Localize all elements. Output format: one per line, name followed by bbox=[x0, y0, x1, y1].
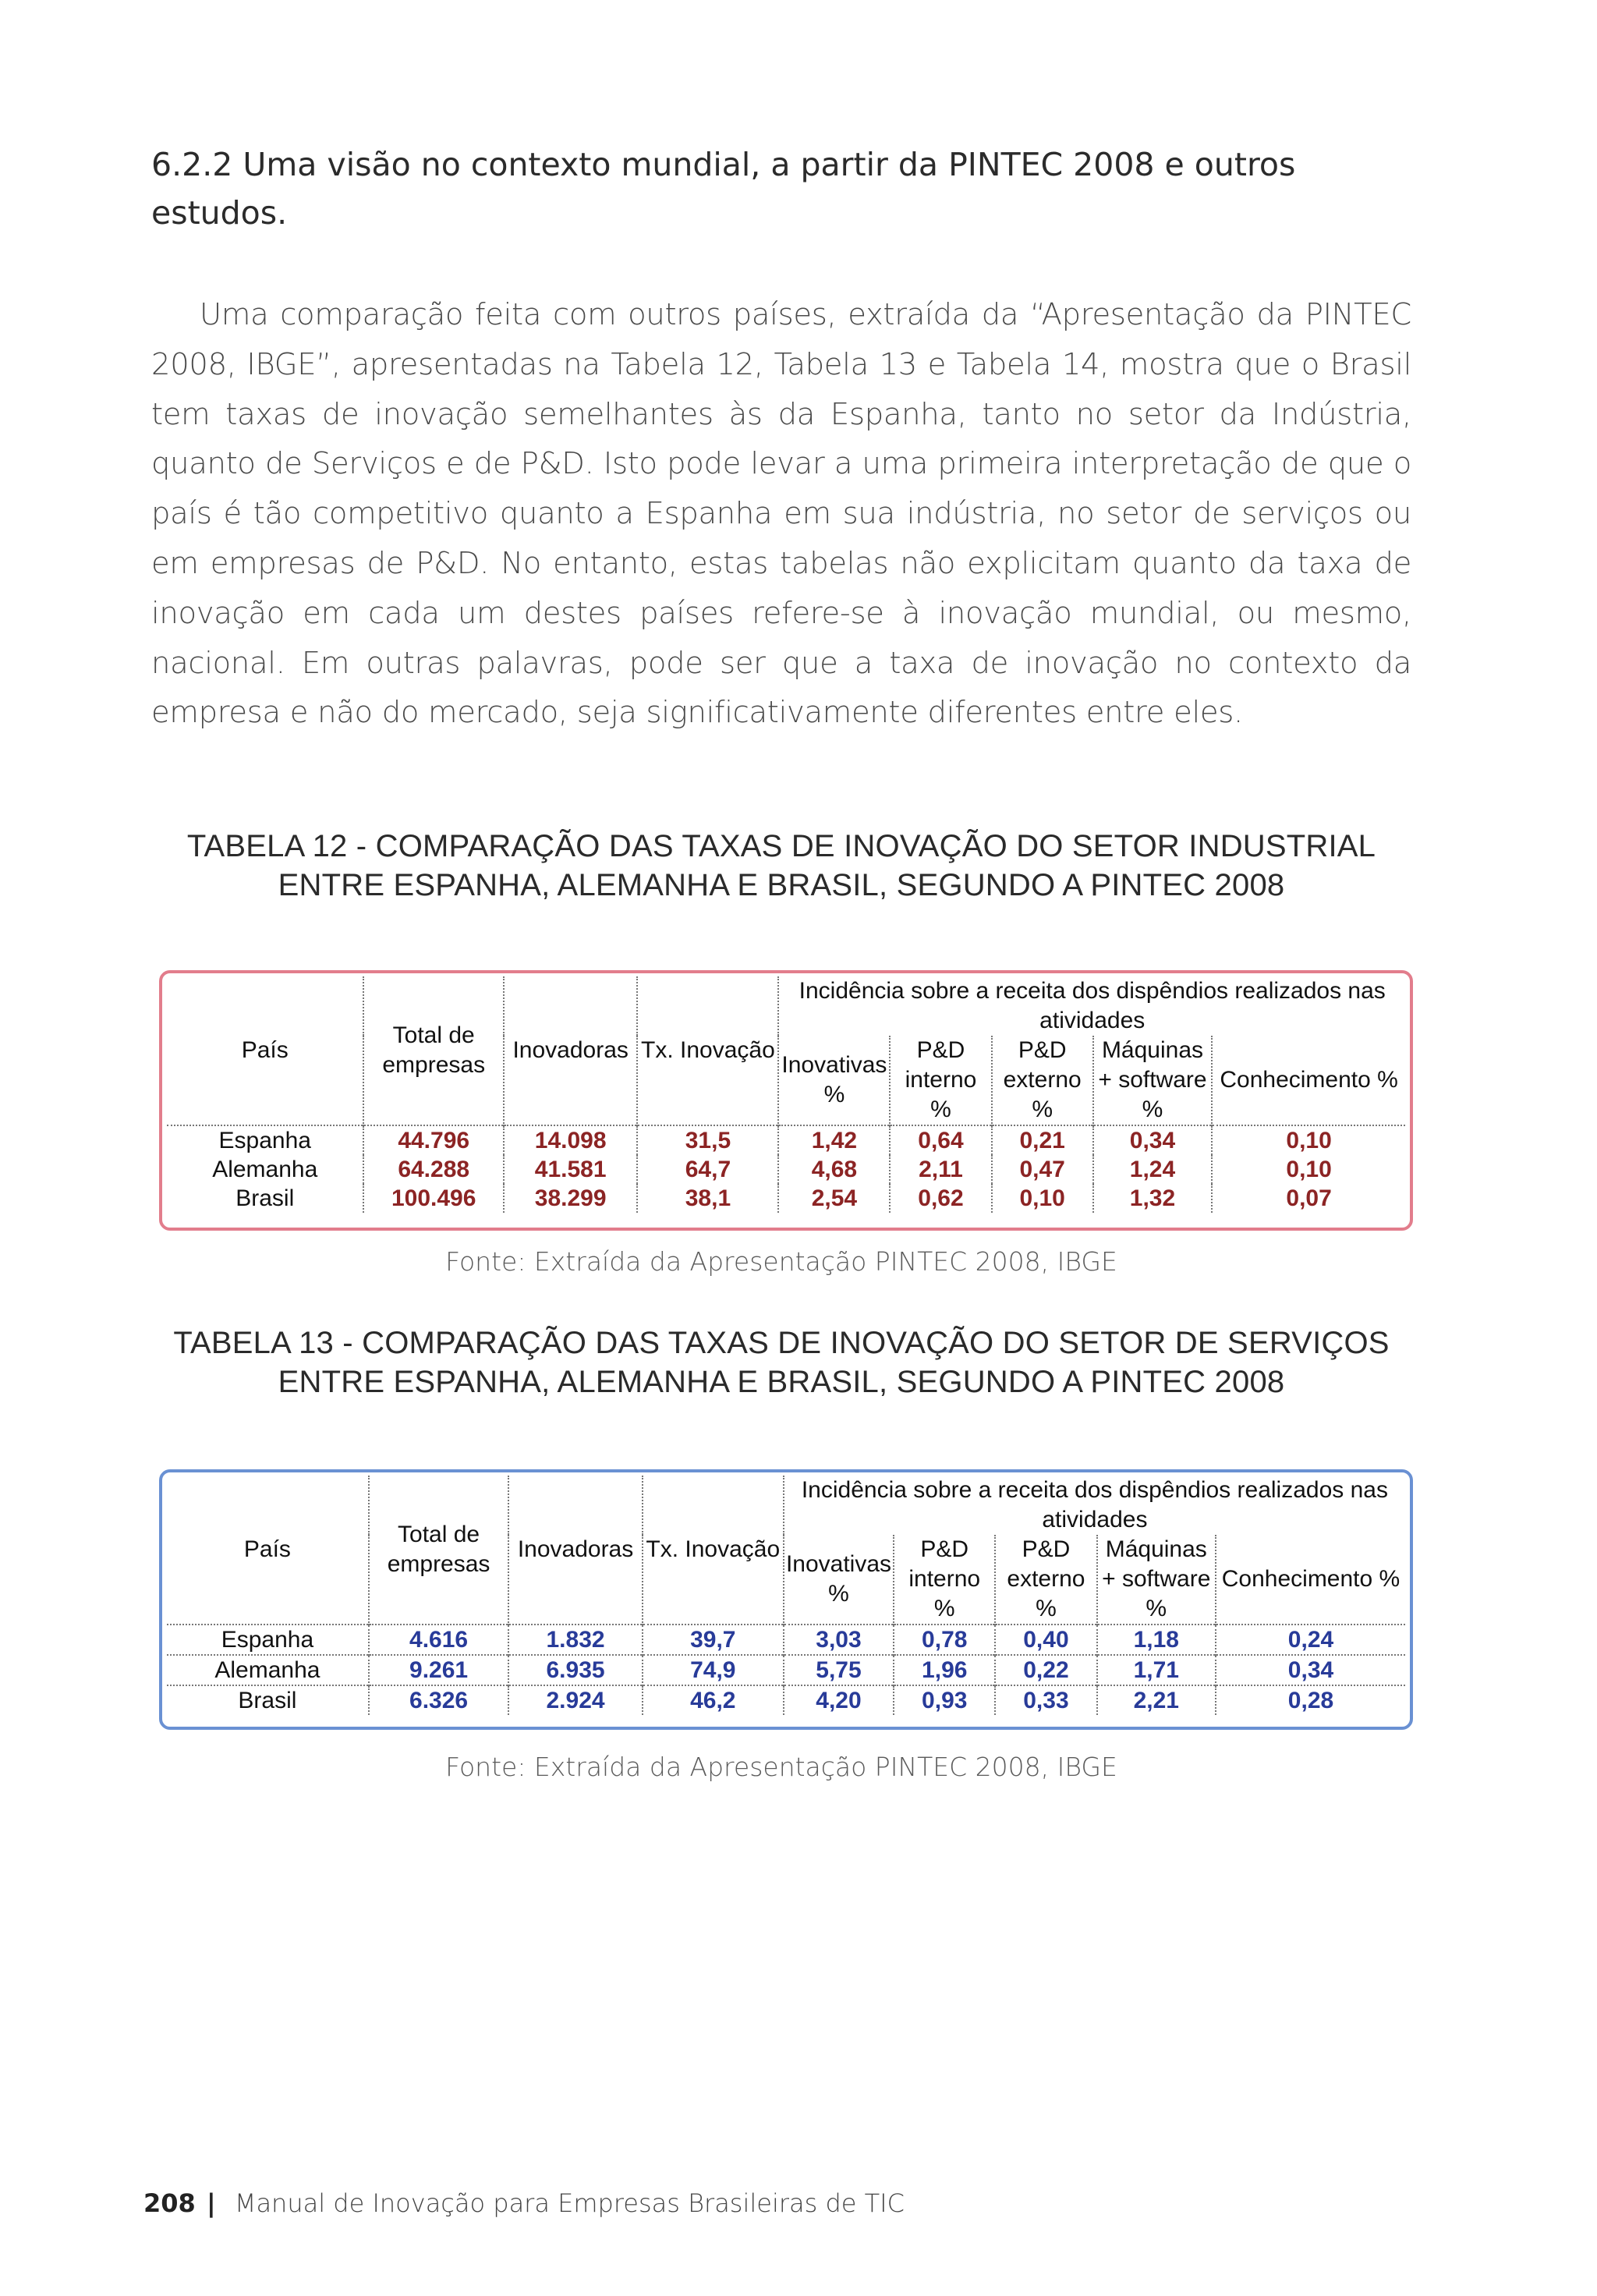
value-cell: 0,78 bbox=[894, 1625, 995, 1655]
header-tx-inovacao: Tx. Inovação bbox=[637, 976, 778, 1125]
value-cell: 2,11 bbox=[890, 1155, 991, 1184]
header-conhecimento: Conhecimento % bbox=[1220, 1067, 1398, 1093]
value-cell: 100.496 bbox=[363, 1184, 503, 1213]
country-cell: Espanha bbox=[167, 1125, 363, 1155]
table-row bbox=[167, 1625, 1405, 1655]
table-row bbox=[167, 1655, 1405, 1685]
value-cell: 2,21 bbox=[1097, 1685, 1216, 1715]
country-cell: Alemanha bbox=[167, 1655, 369, 1685]
value-cell: 0,10 bbox=[992, 1184, 1093, 1213]
header-pd-externo: P&D externo % bbox=[992, 1036, 1093, 1125]
value-cell: 1,71 bbox=[1097, 1655, 1216, 1685]
value-cell: 4,68 bbox=[778, 1155, 890, 1184]
value-cell: 44.796 bbox=[363, 1125, 503, 1155]
value-cell: 0,22 bbox=[995, 1655, 1096, 1685]
value-cell: 0,64 bbox=[890, 1125, 991, 1155]
header-pais: País bbox=[167, 1476, 369, 1625]
header-inovativas: Inovativas % bbox=[784, 1535, 894, 1625]
country-cell: Brasil bbox=[167, 1685, 369, 1715]
country-cell: Alemanha bbox=[167, 1155, 363, 1184]
value-cell: 0,33 bbox=[995, 1685, 1096, 1715]
header-maquinas-software: Máquinas + software % bbox=[1093, 1036, 1212, 1125]
value-cell: 4,20 bbox=[784, 1685, 894, 1715]
value-cell: 0,10 bbox=[1212, 1125, 1405, 1155]
section-heading: 6.2.2 Uma visão no contexto mundial, a partir da PINTEC 2008 e outros estudos. bbox=[151, 146, 1296, 232]
value-cell: 1,18 bbox=[1097, 1625, 1216, 1655]
value-cell: 0,28 bbox=[1216, 1685, 1405, 1715]
value-cell: 0,34 bbox=[1216, 1655, 1405, 1685]
value-cell: 5,75 bbox=[784, 1655, 894, 1685]
value-cell: 1,42 bbox=[778, 1125, 890, 1155]
header-pd-interno: P&D interno % bbox=[894, 1535, 995, 1625]
value-cell: 64,7 bbox=[637, 1155, 778, 1184]
header-conhecimento: Conhecimento % bbox=[1221, 1566, 1400, 1592]
header-pd-interno: P&D interno % bbox=[890, 1036, 991, 1125]
value-cell: 1,24 bbox=[1093, 1155, 1212, 1184]
value-cell: 6.935 bbox=[508, 1655, 643, 1685]
value-cell: 1.832 bbox=[508, 1625, 643, 1655]
value-cell: 14.098 bbox=[504, 1125, 638, 1155]
value-cell: 0,62 bbox=[890, 1184, 991, 1213]
table-row bbox=[167, 1125, 1405, 1155]
value-cell: 0,40 bbox=[995, 1625, 1096, 1655]
header-pd-externo: P&D externo % bbox=[995, 1535, 1096, 1625]
value-cell: 0,34 bbox=[1093, 1125, 1212, 1155]
header-pais: País bbox=[167, 976, 363, 1125]
value-cell: 0,47 bbox=[992, 1155, 1093, 1184]
table-row bbox=[167, 1184, 1405, 1213]
header-incidencia-group: Incidência sobre a receita dos dispêndios realizados nas atividades bbox=[801, 1477, 1388, 1532]
header-inovativas: Inovativas % bbox=[778, 1036, 890, 1125]
page-number: 208 bbox=[143, 2188, 196, 2218]
table-row bbox=[167, 1155, 1405, 1184]
value-cell: 31,5 bbox=[637, 1125, 778, 1155]
value-cell: 41.581 bbox=[504, 1155, 638, 1184]
value-cell: 0,10 bbox=[1286, 1157, 1332, 1182]
value-cell: 2.924 bbox=[508, 1685, 643, 1715]
country-cell: Espanha bbox=[167, 1625, 369, 1655]
header-total-empresas: Total de empresas bbox=[369, 1476, 508, 1625]
table12-grid bbox=[167, 976, 1405, 1213]
header-inovadoras: Inovadoras bbox=[504, 976, 638, 1125]
table13-caption: TABELA 13 - COMPARAÇÃO DAS TAXAS DE INOVAÇÃO DO SETOR DE SERVIÇOS ENTRE ESPANHA, ALEMANHA E BRASIL, SEGUNDO A PINTEC 2008 bbox=[173, 1326, 1390, 1399]
value-cell: 0,93 bbox=[894, 1685, 995, 1715]
table-row bbox=[167, 1685, 1405, 1715]
value-cell: 4.616 bbox=[369, 1625, 508, 1655]
value-cell: 3,03 bbox=[784, 1625, 894, 1655]
header-total-empresas: Total de empresas bbox=[363, 976, 503, 1125]
body-paragraph: Uma comparação feita com outros países, extraída da “Apresentação da PINTEC 2008, IBGE”, apresentadas na Tabela 12, Tabela 13 e Tabela 14, mostra que o Brasil tem taxas de inovação semelhantes às da Espanha, tanto no setor da Indústria, quanto de Serviços e de P&D. Isto pode levar a uma primeira interpretação de que o país é tão competitivo quanto a Espanha em sua indústria, no setor de serviços ou em empresas de P&D. No entanto, estas tabelas não explicitam quanto da taxa de inovação em cada um destes países refere-se à inovação mundial, ou mesmo, nacional. Em outras palavras, pode ser que a taxa de inovação no contexto da empresa e não do mercado, seja significativamente diferentes entre eles. bbox=[151, 297, 1411, 731]
header-maquinas-software: Máquinas + software % bbox=[1097, 1535, 1216, 1625]
footer-separator: | bbox=[206, 2188, 216, 2218]
value-cell: 39,7 bbox=[643, 1625, 784, 1655]
value-cell: 38.299 bbox=[504, 1184, 638, 1213]
value-cell: 64.288 bbox=[363, 1155, 503, 1184]
table12-source: Fonte: Extraída da Apresentação PINTEC 2008, IBGE bbox=[445, 1246, 1117, 1277]
table12-caption: TABELA 12 - COMPARAÇÃO DAS TAXAS DE INOVAÇÃO DO SETOR INDUSTRIAL ENTRE ESPANHA, ALEMANHA E BRASIL, SEGUNDO A PINTEC 2008 bbox=[186, 829, 1376, 902]
value-cell: 74,9 bbox=[643, 1655, 784, 1685]
table13 bbox=[159, 1469, 1413, 1730]
table12 bbox=[159, 970, 1413, 1231]
value-cell: 2,54 bbox=[778, 1184, 890, 1213]
value-cell: 0,24 bbox=[1216, 1625, 1405, 1655]
header-inovadoras: Inovadoras bbox=[508, 1476, 643, 1625]
header-incidencia-group: Incidência sobre a receita dos dispêndios realizados nas atividades bbox=[798, 978, 1386, 1033]
value-cell: 6.326 bbox=[369, 1685, 508, 1715]
value-cell: 38,1 bbox=[637, 1184, 778, 1213]
value-cell: 9.261 bbox=[369, 1655, 508, 1685]
country-cell: Brasil bbox=[167, 1184, 363, 1213]
header-tx-inovacao: Tx. Inovação bbox=[643, 1476, 784, 1625]
value-cell: 1,96 bbox=[894, 1655, 995, 1685]
book-title: Manual de Inovação para Empresas Brasileiras de TIC bbox=[234, 2188, 905, 2218]
value-cell: 1,32 bbox=[1093, 1184, 1212, 1213]
table13-source: Fonte: Extraída da Apresentação PINTEC 2008, IBGE bbox=[445, 1752, 1117, 1782]
table13-grid bbox=[167, 1476, 1405, 1715]
value-cell: 46,2 bbox=[643, 1685, 784, 1715]
value-cell: 0,07 bbox=[1286, 1185, 1332, 1211]
page-footer bbox=[143, 2188, 905, 2218]
value-cell: 0,21 bbox=[992, 1125, 1093, 1155]
